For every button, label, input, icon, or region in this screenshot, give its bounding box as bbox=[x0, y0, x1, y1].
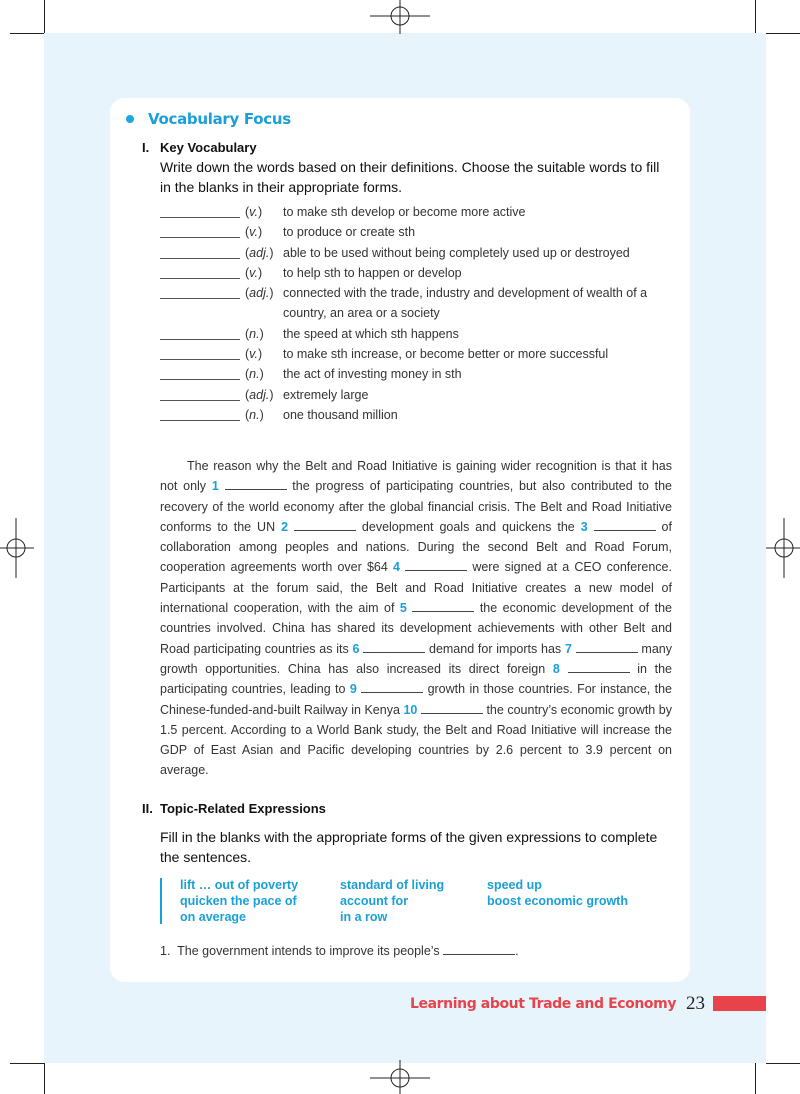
vocab-item bbox=[160, 222, 672, 242]
vocab-blank[interactable] bbox=[160, 244, 240, 259]
expression-grid bbox=[180, 878, 680, 924]
part2-heading bbox=[142, 801, 326, 816]
expression-box bbox=[160, 878, 680, 924]
passage-blank[interactable] bbox=[363, 640, 425, 653]
vocab-item bbox=[160, 243, 672, 263]
passage-segment: development goals and quickens the bbox=[355, 519, 581, 534]
vocab-pos: (adj.) bbox=[245, 387, 274, 402]
blank-number: 1 bbox=[211, 479, 219, 494]
vocab-definition: the act of investing money in sth bbox=[283, 367, 462, 382]
section-title: Vocabulary Focus bbox=[148, 110, 291, 128]
vocab-definition: to make sth develop or become more active bbox=[283, 205, 526, 219]
vocab-blank[interactable] bbox=[160, 365, 240, 380]
vocab-item bbox=[160, 344, 672, 364]
blank-number: 9 bbox=[349, 682, 357, 697]
vocab-pos: (n.) bbox=[245, 407, 264, 422]
passage-blank[interactable] bbox=[294, 518, 356, 531]
blank-number: 8 bbox=[552, 661, 560, 676]
vocab-pos: (v.) bbox=[245, 265, 263, 280]
passage-segment: The reason why the Belt and Road Initiative is gaining wider recognition is that it has not only bbox=[160, 459, 672, 494]
registration-mark-bottom bbox=[370, 1060, 430, 1094]
passage-segment: in the participating countries, leading to bbox=[160, 661, 672, 697]
crop-mark bbox=[10, 33, 44, 34]
vocab-blank[interactable] bbox=[160, 264, 240, 279]
sentence-1 bbox=[160, 942, 519, 958]
vocab-definition: one thousand million bbox=[283, 407, 398, 422]
vocab-blank[interactable] bbox=[160, 284, 240, 299]
blank-number: 2 bbox=[281, 519, 289, 534]
passage-segment: the country’s economic growth by 1.5 percent. According to a World Bank study, the Belt and Road Initiative will increase the GDP of East Asian and Pacific developing countries by 2.6 percent to 3.9 percent on average. bbox=[160, 702, 672, 778]
blank-number: 5 bbox=[399, 601, 407, 616]
expression-item: quicken the pace of bbox=[180, 894, 297, 908]
passage-segment: demand for imports has bbox=[425, 641, 565, 656]
part2-title: Topic-Related Expressions bbox=[160, 801, 326, 816]
crop-mark bbox=[10, 1063, 44, 1064]
passage-text bbox=[160, 456, 672, 781]
crop-mark bbox=[766, 1063, 800, 1064]
passage-blank[interactable] bbox=[225, 477, 287, 490]
vocab-pos-label: adj. bbox=[249, 245, 270, 260]
passage-segment: the progress of participating countries, but also contributed to the recovery of the world economy after the global financial crisis. The Belt and Road Initiative conforms to the UN bbox=[160, 479, 672, 534]
part2-number: II. bbox=[142, 801, 153, 816]
part1-heading bbox=[142, 140, 257, 155]
passage bbox=[160, 456, 672, 781]
vocab-pos: (adj.) bbox=[245, 245, 274, 260]
vocab-item bbox=[160, 202, 672, 222]
part2-instruction: Fill in the blanks with the appropriate forms of the given expressions to complete the sentences. bbox=[160, 829, 658, 865]
vocab-pos: (v.) bbox=[245, 225, 263, 240]
vocab-item bbox=[160, 283, 672, 324]
vocab-item bbox=[160, 364, 672, 384]
blank-number: 3 bbox=[580, 519, 588, 534]
expression-item: in a row bbox=[340, 910, 388, 924]
vocab-pos-label: n. bbox=[249, 407, 260, 422]
crop-mark bbox=[755, 0, 756, 33]
vocab-pos: (n.) bbox=[245, 326, 264, 341]
passage-blank[interactable] bbox=[361, 680, 423, 693]
vocab-pos-label: adj. bbox=[249, 286, 270, 301]
vocab-pos-label: adj. bbox=[249, 387, 270, 402]
sentence-1-end: . bbox=[515, 944, 519, 958]
vocab-blank[interactable] bbox=[160, 223, 240, 238]
passage-blank[interactable] bbox=[576, 640, 638, 653]
expression-item: on average bbox=[180, 910, 247, 924]
expression-item: speed up bbox=[487, 878, 542, 892]
passage-segment: of collaboration among peoples and nations. During the second Belt and Road Forum, cooperation agreements worth over $64 bbox=[160, 519, 672, 575]
part1-number: I. bbox=[142, 140, 150, 155]
sentence-1-text: The government intends to improve its people’s bbox=[177, 944, 440, 958]
footer-title: Learning about Trade and Economy bbox=[410, 996, 677, 1012]
passage-segment: the economic development of the countries involved. China has shared its development achievements with other Belt and Road participating countries as its bbox=[160, 601, 672, 656]
vocab-item bbox=[160, 324, 672, 344]
vocab-definition: the speed at which sth happens bbox=[283, 326, 459, 341]
expression-item: account for bbox=[340, 894, 409, 908]
bullet-icon bbox=[126, 115, 134, 123]
passage-segment: were signed at a CEO conference. Participants at the forum said, the Belt and Road Initiative creates a new model of international cooperation, with the aim of bbox=[160, 560, 672, 616]
vocab-pos-label: v. bbox=[249, 225, 258, 240]
registration-mark-left bbox=[0, 518, 34, 578]
crop-mark bbox=[766, 33, 800, 34]
sentence-1-number: 1. bbox=[160, 944, 171, 958]
blank-number: 7 bbox=[564, 641, 572, 656]
blank-number: 4 bbox=[393, 560, 400, 575]
vocab-item bbox=[160, 263, 672, 283]
crop-mark bbox=[44, 1063, 45, 1094]
vocab-blank[interactable] bbox=[160, 203, 240, 218]
expression-item: standard of living bbox=[340, 878, 445, 892]
page-number: 23 bbox=[686, 993, 705, 1014]
crop-mark bbox=[755, 1063, 756, 1094]
vocab-blank[interactable] bbox=[160, 406, 240, 421]
vocab-definition: extremely large bbox=[283, 387, 369, 402]
vocab-definition: to help sth to happen or develop bbox=[283, 265, 462, 280]
page-tab bbox=[713, 996, 766, 1011]
registration-mark-top bbox=[370, 0, 430, 34]
sentence-1-blank[interactable] bbox=[443, 942, 515, 955]
vocab-pos-label: n. bbox=[249, 367, 260, 382]
expression-item: boost economic growth bbox=[487, 894, 628, 908]
vocab-blank[interactable] bbox=[160, 345, 240, 360]
vocab-pos: (v.) bbox=[245, 347, 263, 362]
passage-blank[interactable] bbox=[405, 558, 467, 571]
vocab-pos: (v.) bbox=[245, 205, 263, 219]
vocab-item bbox=[160, 405, 672, 425]
vocab-definition: connected with the trade, industry and development of wealth of a country, an area or a society bbox=[283, 286, 648, 321]
passage-segment: growth in those countries. For instance, the Chinese-funded-and-built Railway in Kenya bbox=[160, 682, 672, 717]
vocabulary-list bbox=[160, 202, 672, 425]
blank-number: 6 bbox=[352, 641, 360, 656]
blank-number: 10 bbox=[403, 702, 418, 717]
vocab-definition: to make sth increase, or become better or more successful bbox=[283, 347, 609, 362]
crop-mark bbox=[44, 0, 45, 33]
part1-instruction: Write down the words based on their definitions. Choose the suitable words to fill in the blanks in their appropriate forms. bbox=[160, 159, 660, 195]
registration-mark-right bbox=[766, 518, 800, 578]
passage-blank[interactable] bbox=[412, 599, 474, 612]
vocab-pos-label: v. bbox=[249, 205, 258, 219]
passage-blank[interactable] bbox=[594, 518, 656, 531]
vocab-blank[interactable] bbox=[160, 386, 240, 401]
section-header bbox=[126, 110, 291, 128]
part1-title: Key Vocabulary bbox=[160, 140, 257, 155]
vocab-item bbox=[160, 385, 672, 405]
vocab-pos-label: n. bbox=[249, 326, 260, 341]
vocab-definition: able to be used without being completely used up or destroyed bbox=[283, 245, 630, 260]
expression-item: lift … out of poverty bbox=[180, 878, 299, 892]
passage-blank[interactable] bbox=[421, 701, 483, 714]
vocab-pos-label: v. bbox=[249, 347, 258, 362]
passage-blank[interactable] bbox=[568, 660, 630, 673]
vocab-pos-label: v. bbox=[249, 265, 258, 280]
vocab-pos: (n.) bbox=[245, 367, 264, 382]
vocab-definition: to produce or create sth bbox=[283, 225, 416, 240]
vocab-pos: (adj.) bbox=[245, 286, 274, 301]
passage-segment: many growth opportunities. China has also increased its direct foreign bbox=[160, 641, 672, 676]
vocab-blank[interactable] bbox=[160, 325, 240, 340]
